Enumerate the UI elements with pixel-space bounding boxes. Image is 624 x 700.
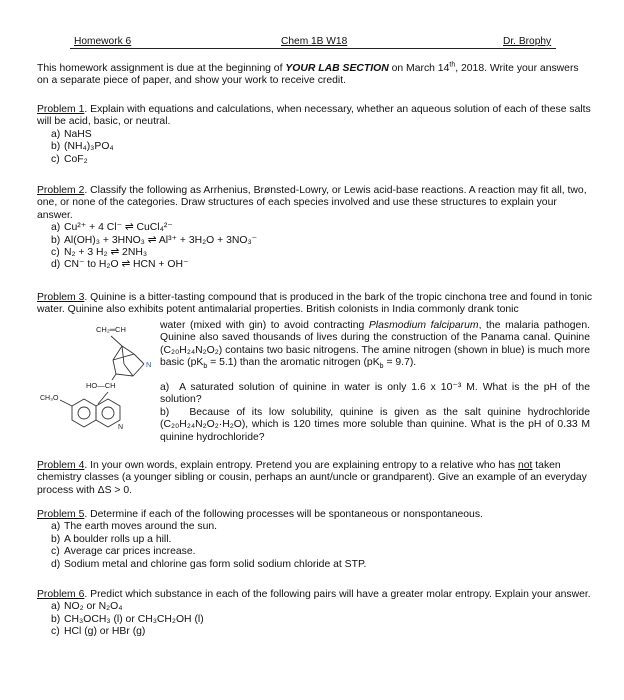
list-item: c) CoF₂ xyxy=(51,153,88,165)
problem-2-text: Problem 2. Classify the following as Arrhenius, Brønsted-Lowry, or Lewis acid-base reactions. A reaction may fit all, two, one, or none of the categories. Draw structures of each species involved and use these structures to explain your answer. xyxy=(37,185,587,221)
problem-3-intro: Problem 3. Quinine is a bitter-tasting compound that is produced in the bark of the tropic cinchona tree and found in tonic water. Quinine also exhibits potent antimalarial properties. British colonists in India commonly drank tonic xyxy=(37,292,593,316)
list-item: c) Average car prices increase. xyxy=(51,546,196,558)
quinine-structure xyxy=(38,316,160,446)
problem-6-text: Problem 6. Predict which substance in each of the following pairs will have a greater molar entropy. Explain your answer. xyxy=(37,589,591,600)
problem-1-list xyxy=(37,129,593,166)
problem-5 xyxy=(37,509,593,571)
problem-5-list xyxy=(37,521,593,571)
list-item: b) CH₃OCH₃ (l) or CH₃CH₂OH (l) xyxy=(51,613,204,625)
list-item: b) A boulder rolls up a hill. xyxy=(51,533,172,545)
problem-5-text: Problem 5. Determine if each of the following processes will be spontaneous or nonspontaneous. xyxy=(37,509,483,520)
problem-1 xyxy=(37,104,593,166)
problem-4: Problem 4. In your own words, explain entropy. Pretend you are explaining entropy to a relative who has not taken chemistry classes (a younger sibling or cousin, perhaps an aunt/uncle or grandparent). Give an example of an everyday process with ΔS > 0. xyxy=(37,460,587,496)
list-item: c) N₂ + 3 H₂ ⇌ 2NH₃ xyxy=(51,247,148,259)
header-rule xyxy=(70,48,556,49)
problem-3-question-b: b) Because of its low solubility, quinine is given as the salt quinine hydrochloride (C₂₀H₂₄N₂O₂·H₂O), which is 120 times more soluble than quinine. What is the pH of 0.33 M quinine hydrochloride? xyxy=(160,407,590,443)
problem-3-body: water (mixed with gin) to avoid contracting Plasmodium falciparum, the malaria pathogen. Quinine also saved thousands of lives during the construction of the Panama canal. Quinine (C₂₀H₂₄N₂O₂) contains two basic nitrogens. The amine nitrogen (shown in blue) is much more basic $(pK_b = 5.1)$ than the aromatic nitrogen $(pK_b = 9.7)$. xyxy=(160,320,590,371)
problem-3-question-a: a) A saturated solution of quinine in water is only 1.6 x 10⁻³ M. What is the pH of the solution? xyxy=(160,382,590,406)
header-left: Homework 6 xyxy=(74,36,132,47)
intro-paragraph: This homework assignment is due at the beginning of YOUR LAB SECTION on March 14th, 2018. Write your answers on a separate piece of paper, and show your work to receive credit. xyxy=(37,61,579,87)
amine-nitrogen-label: N xyxy=(146,360,152,369)
list-item: d) Sodium metal and chlorine gas form solid sodium chloride at STP. xyxy=(51,558,367,570)
list-item: d) CN⁻ to H₂O ⇌ HCN + OH⁻ xyxy=(51,259,189,271)
vinyl-label: CH₂═CH xyxy=(96,325,126,334)
header-right: Dr. Brophy xyxy=(503,36,552,47)
list-item: c) HCl (g) or HBr (g) xyxy=(51,626,146,638)
problem-2-list xyxy=(37,222,593,272)
methoxy-label: CH₃O xyxy=(40,395,59,402)
list-item: a) NO₂ or N₂O₄ xyxy=(51,601,123,613)
hoch-label: HO—CH xyxy=(86,381,116,390)
problem-1-text: Problem 1. Explain with equations and calculations, when necessary, whether an aqueous solution of each of these salts will be acid, basic, or neutral. xyxy=(37,104,591,128)
list-item: b) (NH₄)₃PO₄ xyxy=(51,141,114,153)
problem-6-list xyxy=(37,601,593,638)
list-item: a) The earth moves around the sun. xyxy=(51,521,218,533)
problem-6 xyxy=(37,589,593,639)
header-center: Chem 1B W18 xyxy=(281,36,348,47)
list-item: a) NaHS xyxy=(51,128,92,140)
list-item: b) Al(OH)₃ + 3HNO₃ ⇌ Al³⁺ + 3H₂O + 3NO₃⁻ xyxy=(51,234,258,246)
aromatic-nitrogen-label: N xyxy=(118,424,124,431)
list-item: a) Cu²⁺ + 4 Cl⁻ ⇌ CuCl₄²⁻ xyxy=(51,222,173,234)
problem-2 xyxy=(37,185,593,272)
